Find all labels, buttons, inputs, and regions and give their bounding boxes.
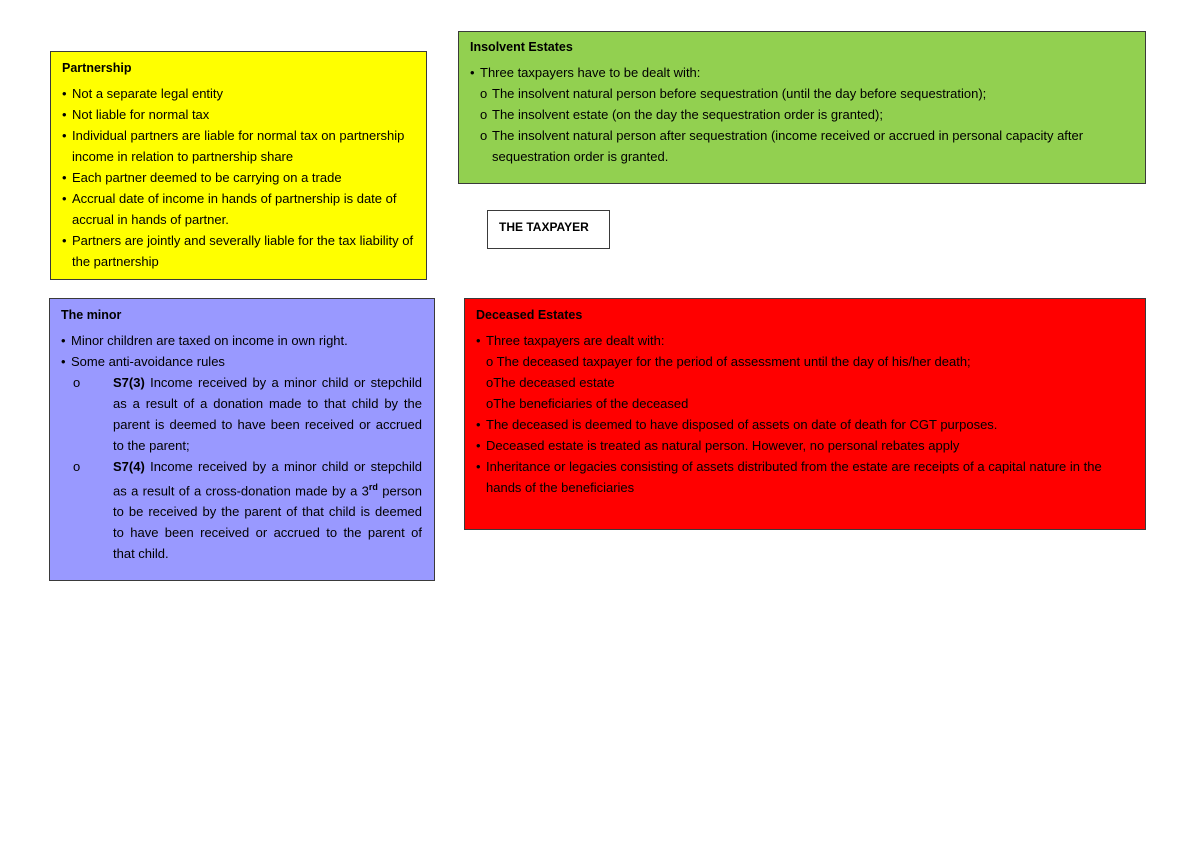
deceased-sublist xyxy=(476,351,1133,414)
insolvent-sublist xyxy=(470,83,1133,167)
list-item: • Some anti-avoidance rules xyxy=(61,351,422,372)
partnership-title: Partnership xyxy=(62,61,132,75)
list-item: • Inheritance or legacies consisting of assets distributed from the estate are receipts of a capital nature in the hands of the beneficiaries xyxy=(476,456,1133,498)
list-item: • Partners are jointly and severally liable for the tax liability of the partnership xyxy=(62,230,414,272)
partnership-box xyxy=(50,51,427,280)
deceased-list-2 xyxy=(476,414,1133,498)
insolvent-title: Insolvent Estates xyxy=(470,40,573,54)
list-item: • Minor children are taxed on income in own right. xyxy=(61,330,422,351)
list-item: oThe deceased estate xyxy=(486,375,615,390)
minor-box xyxy=(49,298,435,581)
list-item: o The insolvent natural person after sequestration (income received or accrued in personal capacity after sequestration order is granted. xyxy=(480,128,1084,164)
list-item: • Accrual date of income in hands of partnership is date of accrual in hands of partner. xyxy=(62,188,414,230)
minor-title: The minor xyxy=(61,308,122,322)
list-item: • Deceased estate is treated as natural person. However, no personal rebates apply xyxy=(476,435,1133,456)
insolvent-estates-box xyxy=(458,31,1146,184)
rule-s7-3: o S7(3) Income received by a minor child or stepchild as a result of a donation made to that child by the parent is deemed to have been received or accrued to the parent; xyxy=(73,375,422,453)
list-item: oThe beneficiaries of the deceased xyxy=(486,396,689,411)
deceased-list xyxy=(476,330,1133,351)
list-item: • Not a separate legal entity xyxy=(62,83,414,104)
partnership-list xyxy=(62,83,414,272)
list-item: • Not liable for normal tax xyxy=(62,104,414,125)
list-item: o The deceased taxpayer for the period of assessment until the day of his/her death; xyxy=(486,354,971,369)
taxpayer-box xyxy=(487,210,610,249)
deceased-estates-box xyxy=(464,298,1146,530)
list-item: o The insolvent natural person before sequestration (until the day before sequestration); xyxy=(480,86,987,101)
rule-s7-4: o S7(4) Income received by a minor child or stepchild as a result of a cross-donation made by a 3rd person to be received by the parent of that child is deemed to have been received or accrued to the parent of that child. xyxy=(73,459,422,562)
list-item: • Individual partners are liable for normal tax on partnership income in relation to partnership share xyxy=(62,125,414,167)
list-item: • Each partner deemed to be carrying on a trade xyxy=(62,167,414,188)
list-item: • Three taxpayers have to be dealt with: xyxy=(470,62,1133,83)
insolvent-list xyxy=(470,62,1133,83)
minor-list xyxy=(61,330,422,372)
list-item: • Three taxpayers are dealt with: xyxy=(476,330,1133,351)
list-item: • The deceased is deemed to have disposed of assets on date of death for CGT purposes. xyxy=(476,414,1133,435)
taxpayer-label: THE TAXPAYER xyxy=(499,220,589,234)
deceased-title: Deceased Estates xyxy=(476,308,583,322)
list-item: o The insolvent estate (on the day the sequestration order is granted); xyxy=(480,107,883,122)
